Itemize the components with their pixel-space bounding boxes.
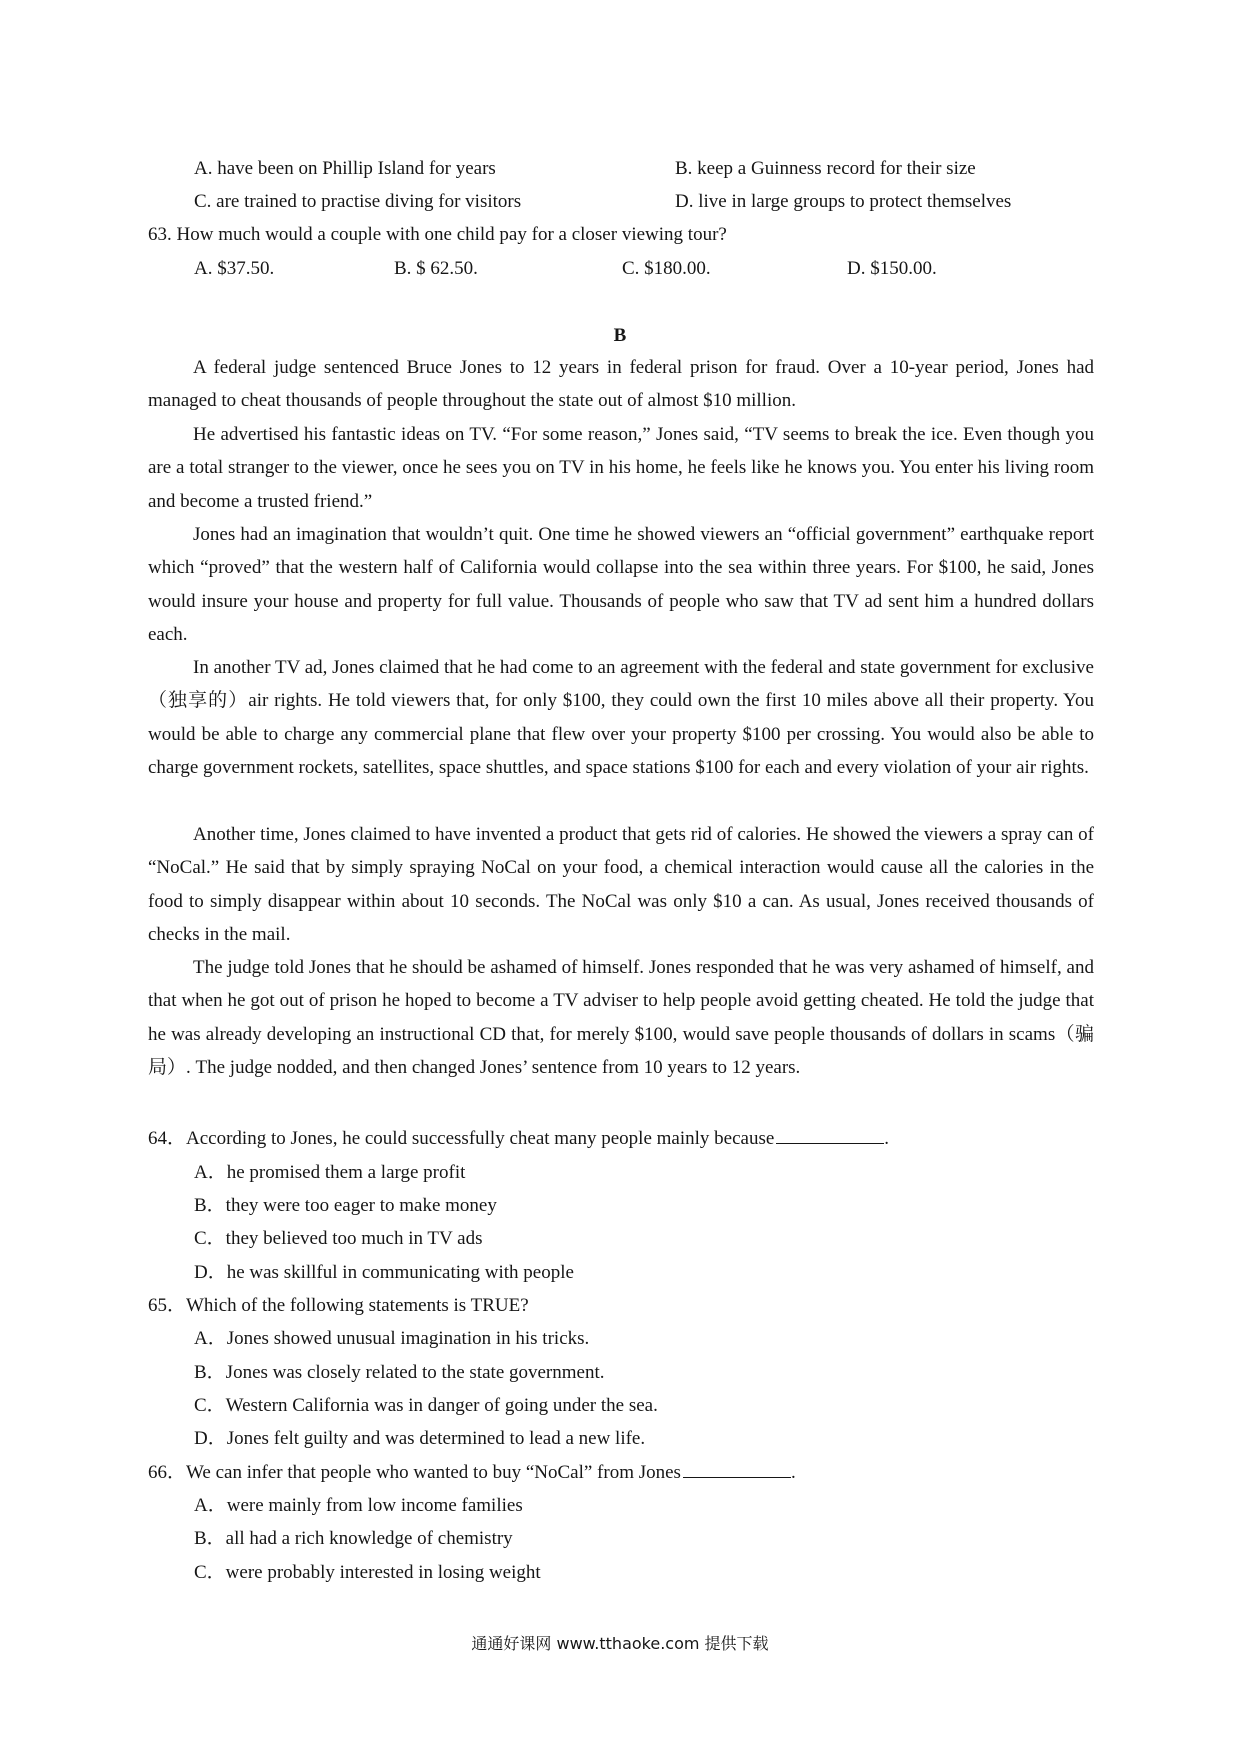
passage-paragraph-5: Another time, Jones claimed to have invented a product that gets rid of calories. He showed the viewers a spray can of “NoCal.” He said that by simply spraying NoCal on your food, a chemical interaction would cause all the calories in the food to simply disappear within about 10 seconds. The NoCal was only $10 a can. As usual, Jones received thousands of checks in the mail. <box>148 824 1094 945</box>
q62-option-b: B. keep a Guinness record for their size <box>675 158 976 179</box>
q64-question <box>148 1127 889 1151</box>
q65-option-c: C．Western California was in danger of going under the sea. <box>194 1395 658 1416</box>
q66-option-a: A．were mainly from low income families <box>194 1495 523 1516</box>
q64-answer-blank <box>776 1127 884 1144</box>
section-title: B <box>613 325 627 346</box>
passage-paragraph-1: A federal judge sentenced Bruce Jones to 12 years in federal prison for fraud. Over a 10-year period, Jones had managed to cheat thousands of people throughout the state out of almost $10 million. <box>148 357 1094 412</box>
q66-question <box>148 1461 796 1485</box>
q66-option-b: B．all had a rich knowledge of chemistry <box>194 1528 513 1549</box>
q66-answer-blank <box>683 1461 791 1478</box>
q64-option-d: D．he was skillful in communicating with people <box>194 1262 574 1283</box>
q62-option-a: A. have been on Phillip Island for years <box>194 158 496 179</box>
q65-option-d: D．Jones felt guilty and was determined to lead a new life. <box>194 1428 646 1449</box>
q63-option-a: A. $37.50. <box>194 258 275 279</box>
q66-end: . <box>790 1462 796 1483</box>
q65-option-b: B．Jones was closely related to the state government. <box>194 1362 605 1383</box>
passage-paragraph-4: In another TV ad, Jones claimed that he had come to an agreement with the federal and state government for exclusive（独享的）air rights. He told viewers that, for only $100, they could own the first 10 miles above all their property. You would be able to charge any commercial plane that flew over your property $100 per crossing. You would also be able to charge government rockets, satellites, space shuttles, and space stations $100 for each and every violation of your air rights. <box>148 657 1094 778</box>
q65-stem: 65．Which of the following statements is TRUE? <box>148 1295 529 1316</box>
q63-option-d: D. $150.00. <box>847 258 937 279</box>
page-footer: 通通好课网 www.tthaoke.com 提供下载 <box>471 1634 769 1653</box>
q62-option-c: C. are trained to practise diving for visitors <box>194 191 522 212</box>
passage-paragraph-3: Jones had an imagination that wouldn’t quit. One time he showed viewers an “official government” earthquake report which “proved” that the western half of California would collapse into the sea within three years. For $100, he said, Jones would insure your house and property for full value. Thousands of people who saw that TV ad sent him a hundred dollars each. <box>148 524 1094 645</box>
q63-stem: 63. How much would a couple with one child pay for a closer viewing tour? <box>148 224 727 245</box>
q66-stem: 66．We can infer that people who wanted to buy “NoCal” from Jones <box>148 1462 681 1483</box>
q64-option-c: C．they believed too much in TV ads <box>194 1228 483 1249</box>
q64-end: . <box>884 1128 890 1149</box>
passage-paragraph-6: The judge told Jones that he should be ashamed of himself. Jones responded that he was very ashamed of himself, and that when he got out of prison he hoped to become a TV adviser to help people avoid getting cheated. He told the judge that he was already developing an instructional CD that, for merely $100, would save people thousands of dollars in scams（骗局）. The judge nodded, and then changed Jones’ sentence from 10 years to 12 years. <box>148 957 1094 1078</box>
passage-paragraph-2: He advertised his fantastic ideas on TV. “For some reason,” Jones said, “TV seems to break the ice. Even though you are a total stranger to the viewer, once he sees you on TV in his home, he feels like he knows you. You enter his living room and become a trusted friend.” <box>148 424 1094 512</box>
q63-option-b: B. $ 62.50. <box>394 258 478 279</box>
q65-option-a: A．Jones showed unusual imagination in his tricks. <box>194 1328 590 1349</box>
q64-option-a: A．he promised them a large profit <box>194 1162 466 1183</box>
q64-stem: 64．According to Jones, he could successfully cheat many people mainly because <box>148 1128 775 1149</box>
q62-option-d: D. live in large groups to protect themselves <box>675 191 1012 212</box>
q66-option-c: C．were probably interested in losing weight <box>194 1562 541 1583</box>
q64-option-b: B．they were too eager to make money <box>194 1195 497 1216</box>
q63-option-c: C. $180.00. <box>622 258 711 279</box>
